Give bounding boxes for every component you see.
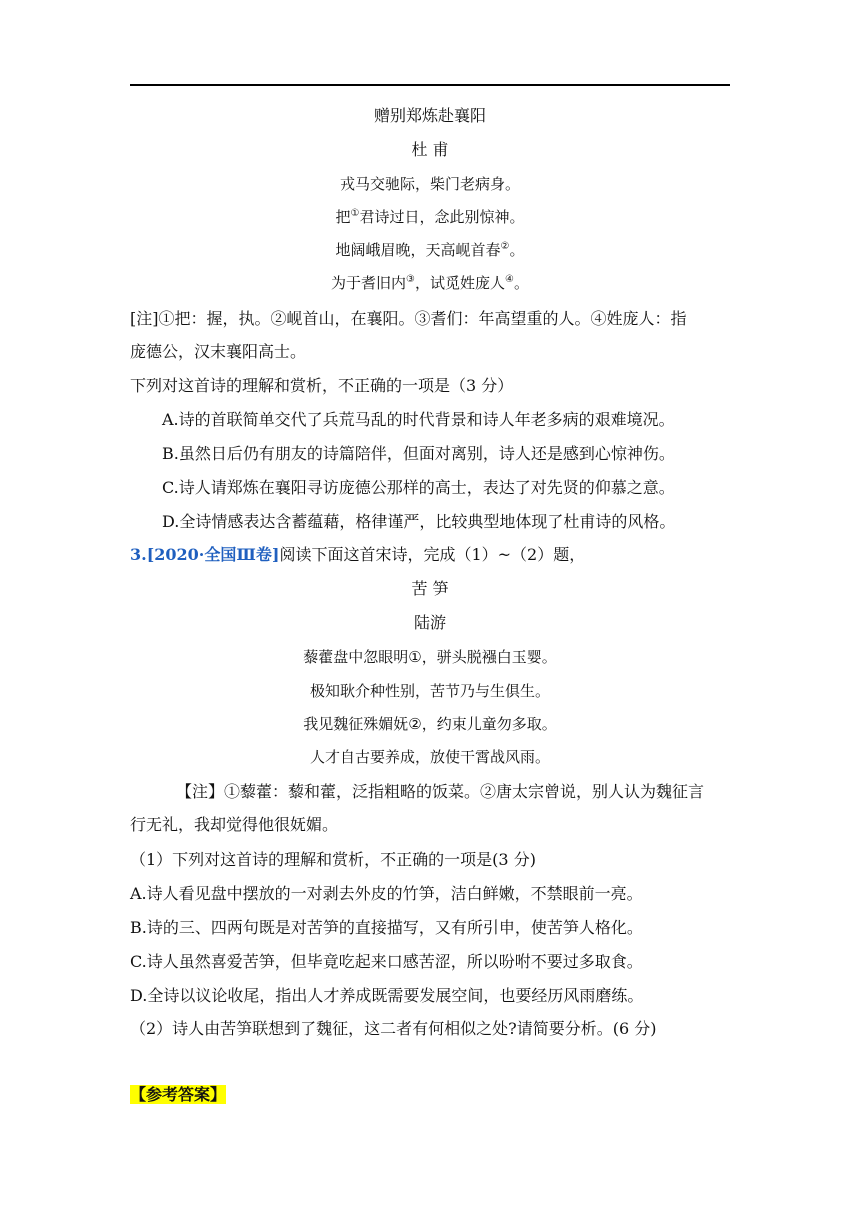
q3-option-d: D.全诗以议论收尾，指出人才养成既需要发展空间，也要经历风雨磨练。 [130,986,644,1005]
footnote-mark: ③ [406,274,415,285]
poem2-note-line-1: 【注】①藜藿：藜和藿，泛指粗略的饭菜。②唐太宗曾说，别人认为魏征言 [176,782,705,801]
q3-option-c: C.诗人虽然喜爱苦笋，但毕竟吃起来口感苦涩，所以吩咐不要过多取食。 [130,952,643,971]
q3-option-a: A.诗人看见盘中摆放的一对剥去外皮的竹笋，洁白鲜嫩，不禁眼前一亮。 [130,884,643,903]
q3-header [130,545,585,565]
poem2-line-2: 极知耿介种性别，苦节乃与生俱生。 [309,682,550,700]
poem1-note-line-1: [注]①把：握，执。②岘首山，在襄阳。③耆们：年高望重的人。④姓庞人：指 [130,309,687,328]
poem1-option-d: D.全诗情感表达含蓄蕴藉，格律谨严，比较典型地体现了杜甫诗的风格。 [162,512,676,531]
poem2-line-3: 我见魏征殊媚妩②，约束儿童勿多取。 [303,715,557,733]
footnote-mark: ② [500,241,510,252]
poem1-title: 赠别郑炼赴襄阳 [373,106,486,125]
poem2-title: 苦 笋 [411,579,449,598]
poem1-note-line-2: 庞德公，汉末襄阳高士。 [130,342,307,361]
poem1-line-3: 地阔峨眉晚，天高岘首春②。 [335,241,525,259]
q3-instruction: 阅读下面这首宋诗，完成（1）~（2）题， [279,545,586,564]
poem2-line-1: 藜藿盘中忽眼明①，骈头脱襁白玉婴。 [303,648,557,666]
footnote-mark: ④ [505,274,514,285]
q3-sub1: （1）下列对这首诗的理解和赏析，不正确的一项是(3 分) [130,850,536,869]
poem2-note-line-2: 行无礼，我却觉得他很妩媚。 [130,815,339,834]
header-rule [130,84,730,86]
poem1-line-2: 把①君诗过日，念此别惊神。 [335,208,525,226]
poem1-option-a: A.诗的首联简单交代了兵荒马乱的时代背景和诗人年老多病的艰难境况。 [162,410,675,429]
poem1-author: 杜 甫 [411,140,449,159]
answer-heading: 【参考答案】 [130,1085,227,1104]
q3-number: 3. [130,545,147,564]
footnote-mark: ① [350,208,360,219]
poem1-question: 下列对这首诗的理解和赏析，不正确的一项是（3 分） [130,376,514,395]
poem2-line-4: 人才自古要养成，放使干霄战风雨。 [309,748,550,766]
poem1-line-1: 戎马交驰际，柴门老病身。 [339,175,520,193]
poem1-option-b: B.虽然日后仍有朋友的诗篇陪伴，但面对离别，诗人还是感到心惊神伤。 [162,444,675,463]
q3-option-b: B.诗的三、四两句既是对苦笋的直接描写，又有所引申，使苦笋人格化。 [130,918,643,937]
poem2-author: 陆游 [413,613,446,632]
q3-source: [2020·全国Ⅲ卷] [146,545,280,564]
poem1-option-c: C.诗人请郑炼在襄阳寻访庞德公那样的高士，表达了对先贤的仰慕之意。 [162,478,675,497]
poem1-line-4: 为于耆旧内③，试觅姓庞人④。 [331,274,529,292]
q3-sub2: （2）诗人由苦笋联想到了魏征，这二者有何相似之处?请简要分析。(6 分) [130,1019,657,1038]
